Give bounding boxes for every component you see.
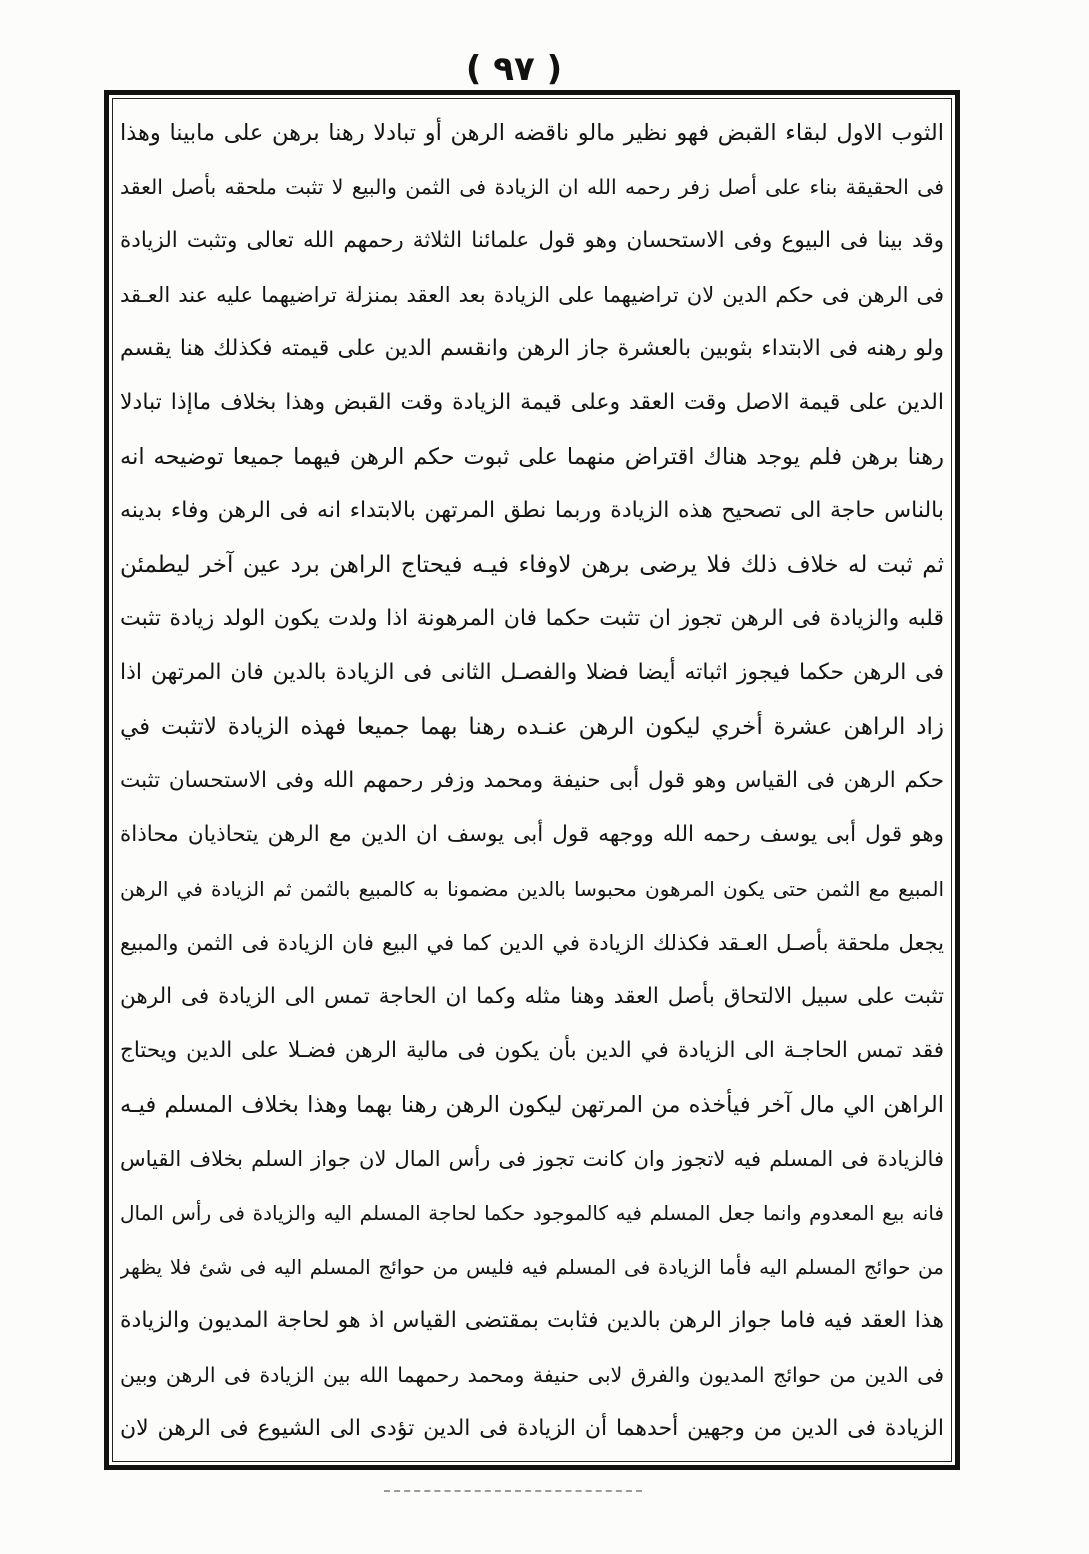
- text-line: هذا العقد فيه فاما جواز الرهن بالدين فثابت بمقتضى القياس اذ هو لحاجة المديون والزيادة: [120, 1308, 944, 1333]
- text-line: وقد بينا فى البيوع وفى الاستحسان وهو قول علمائنا الثلاثة رحمهم الله تعالى وتثبت الزيادة: [120, 228, 944, 253]
- text-line: فى الدين من حوائج المديون والفرق لابى حنيفة ومحمد رحمهما الله بين الزيادة فى الرهن وبين: [120, 1363, 944, 1387]
- text-line: الثوب الاول لبقاء القبض فهو نظير مالو ناقضه الرهن أو تبادلا رهنا برهن على مابينا وهذا: [120, 120, 944, 146]
- text-line: فالزيادة فى المسلم فيه لاتجوز وان كانت تجوز فى رأس المال لان جواز السلم بخلاف القياس: [120, 1147, 944, 1171]
- text-line: تثبت على سبيل الالتحاق بأصل العقد وهنا مثله وكما ان الحاجة تمس الى الزيادة فى الرهن: [120, 984, 944, 1009]
- text-line: ثم ثبت له خلاف ذلك فلا يرضى برهن لاوفاء فيـه فيحتاج الراهن برد عين آخر ليطمئن: [120, 552, 944, 578]
- text-line: المبيع مع الثمن حتى يكون المرهون محبوسا بالدين مضمونا به كالمبيع بالثمن ثم الزيادة في الرهن: [120, 877, 944, 901]
- text-line: حكم الرهن فى القياس وهو قول أبى حنيفة ومحمد وزفر رحمهم الله وفى الاستحسان تثبت: [120, 768, 944, 793]
- text-line: فى الرهن حكما فيجوز اثباته أيضا فضلا والفصـل الثانى فى الزيادة بالدين فان المرتهن اذا: [120, 660, 944, 685]
- text-line: فى الرهن فى حكم الدين لان تراضيهما على الزيادة بعد العقد بمنزلة تراضيهما عليه عند العـقد: [120, 283, 944, 307]
- text-line: فى الحقيقة بناء على أصل زفر رحمه الله ان الزيادة فى الثمن والبيع لا تثبت ملحقه بأصل العقد: [120, 175, 944, 199]
- text-line: يجعل ملحقة بأصـل العـقد فكذلك الزيادة في الدين كما في البيع فان الزيادة فى الثمن والمبيع: [120, 931, 944, 955]
- bottom-dashed-rule: [384, 1490, 642, 1492]
- text-line: ولو رهنه فى الابتداء بثوبين بالعشرة جاز الرهن وانقسم الدين على قيمته فكذلك هنا يقسم: [120, 336, 944, 361]
- text-line: قلبه والزيادة فى الرهن تجوز ان تثبت حكما فان المرهونة اذا ولدت يكون الولد زيادة تثبت: [120, 606, 944, 631]
- text-line: الراهن الي مال آخر فيأخذه من المرتهن ليكون الرهن رهنا بهما وهذا بخلاف المسلم فيـه: [120, 1092, 944, 1118]
- page-number: ( ٩٧ ): [465, 49, 563, 89]
- body-text: [120, 106, 944, 1456]
- text-line: رهنا برهن فلم يوجد هناك اقتراض منهما على ثبوت حكم الرهن فيهما جميعا توضيحه انه: [120, 444, 944, 470]
- text-line: الزيادة فى الدين من وجهين أحدهما أن الزيادة فى الدين تؤدى الى الشيوع فى الرهن لان: [120, 1416, 944, 1441]
- text-line: زاد الراهن عشرة أخري ليكون الرهن عنـده رهنا بهما جميعا فهذه الزيادة لاتثبت في: [120, 714, 944, 740]
- text-line: وهو قول أبى يوسف رحمه الله ووجهه قول أبى يوسف ان الدين مع الرهن يتحاذيان محاذاة: [120, 822, 944, 847]
- text-line: فقد تمس الحاجـة الى الزيادة في الدين بأن يكون فى مالية الرهن فضـلا على الدين ويحتاج: [120, 1038, 944, 1063]
- text-line: من حوائج المسلم اليه فأما الزيادة فى المسلم فيه فليس من حوائج المسلم اليه فى شئ فلا يظهر: [120, 1255, 944, 1279]
- text-line: بالناس حاجة الى تصحيح هذه الزيادة وربما نطق المرتهن بالابتداء انه فى الرهن وفاء بدينه: [120, 498, 944, 523]
- text-line: الدين على قيمة الاصل وقت العقد وعلى قيمة الزيادة وقت القبض وهذا بخلاف ماإذا تبادلا: [120, 390, 944, 415]
- text-line: فانه بيع المعدوم وانما جعل المسلم فيه كالموجود حكما لحاجة المسلم اليه والزيادة فى رأس المال: [120, 1201, 944, 1225]
